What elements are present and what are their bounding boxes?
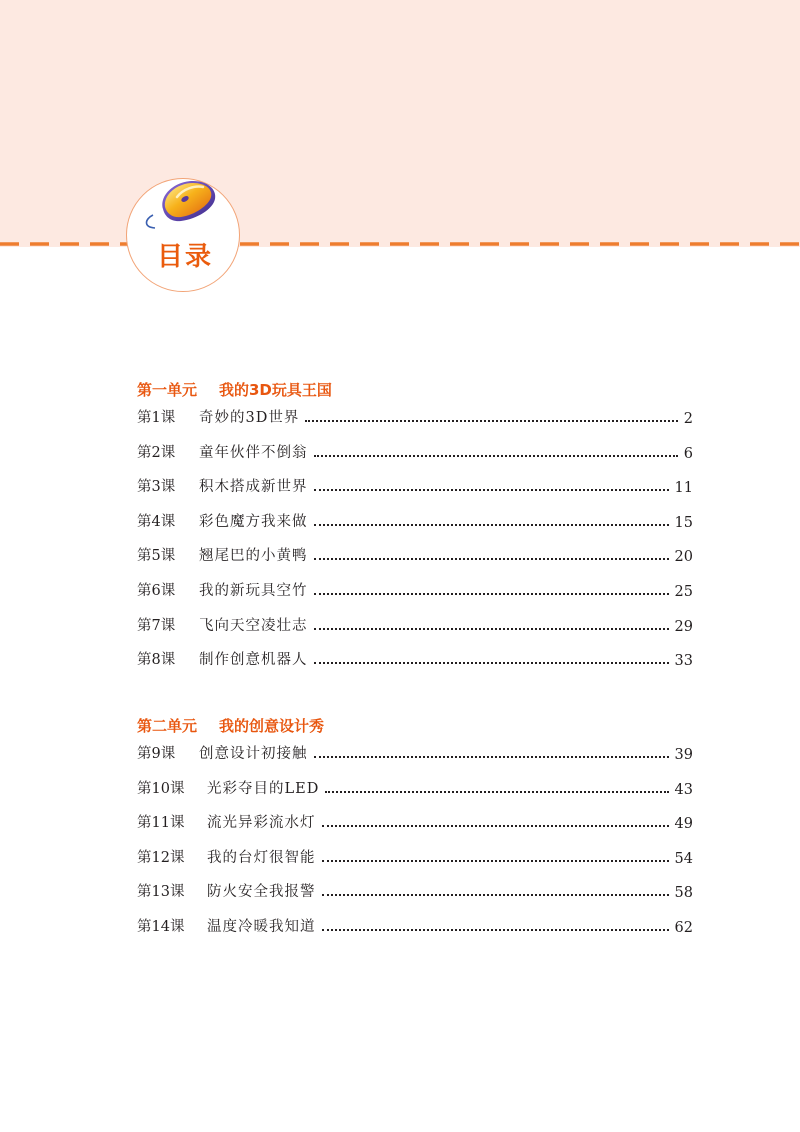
toc-entry[interactable] bbox=[137, 843, 693, 867]
lesson-number: 第1课 bbox=[137, 410, 176, 426]
dot-leader bbox=[314, 756, 669, 758]
page-number: 62 bbox=[674, 920, 693, 936]
dashed-divider bbox=[0, 238, 800, 250]
lesson-title: 飞向天空凌壮志 bbox=[199, 617, 308, 634]
page-number: 6 bbox=[683, 445, 693, 462]
page-number: 43 bbox=[674, 781, 693, 798]
page-number: 33 bbox=[674, 653, 693, 670]
toc-entry[interactable] bbox=[137, 739, 693, 763]
page-number: 11 bbox=[674, 480, 693, 497]
toc-entry[interactable] bbox=[137, 645, 693, 669]
toc-entry[interactable] bbox=[137, 576, 693, 600]
lesson-title: 温度冷暖我知道 bbox=[207, 919, 316, 935]
lesson-title: 奇妙的3D世界 bbox=[199, 410, 300, 426]
lesson-number: 第14课 bbox=[137, 919, 185, 935]
lesson-title: 我的台灯很智能 bbox=[207, 849, 316, 866]
lesson-number: 第3课 bbox=[137, 479, 176, 496]
unit-number: 第二单元 bbox=[137, 717, 198, 735]
dot-leader bbox=[322, 894, 669, 896]
toc-entry[interactable] bbox=[137, 774, 693, 798]
unit-number: 第一单元 bbox=[137, 381, 198, 399]
page-number: 58 bbox=[674, 885, 693, 902]
lesson-number: 第13课 bbox=[137, 884, 185, 901]
lesson-number: 第5课 bbox=[137, 548, 176, 565]
page-title: 目录 bbox=[157, 242, 214, 272]
dot-leader bbox=[314, 628, 669, 630]
lesson-number: 第10课 bbox=[137, 780, 185, 797]
page-number: 29 bbox=[674, 618, 693, 635]
lesson-title: 流光异彩流水灯 bbox=[207, 815, 316, 832]
dot-leader bbox=[314, 524, 669, 526]
dot-leader bbox=[322, 929, 669, 931]
toc-entry[interactable] bbox=[137, 438, 693, 462]
lesson-number: 第12课 bbox=[137, 849, 185, 866]
dot-leader bbox=[325, 791, 668, 793]
lesson-title: 创意设计初接触 bbox=[199, 746, 308, 762]
lesson-number: 第9课 bbox=[137, 746, 176, 762]
dot-leader bbox=[314, 455, 678, 457]
lesson-number: 第7课 bbox=[137, 617, 176, 634]
unit-title: 我的创意设计秀 bbox=[219, 717, 325, 735]
lesson-number: 第8课 bbox=[137, 652, 176, 669]
dot-leader bbox=[314, 593, 669, 595]
page-number: 20 bbox=[674, 549, 693, 566]
page-number: 49 bbox=[674, 816, 693, 833]
dot-leader bbox=[314, 489, 669, 491]
lesson-title: 防火安全我报警 bbox=[207, 884, 316, 901]
page-number: 25 bbox=[674, 584, 693, 600]
lesson-title: 光彩夺目的LED bbox=[207, 780, 320, 797]
dot-leader bbox=[322, 825, 669, 827]
lesson-title: 积木搭成新世界 bbox=[199, 479, 308, 496]
toc-entry[interactable] bbox=[137, 507, 693, 531]
unit-title: 我的3D玩具王国 bbox=[219, 381, 332, 399]
lesson-number: 第6课 bbox=[137, 583, 176, 599]
dot-leader bbox=[314, 662, 669, 664]
lesson-number: 第2课 bbox=[137, 444, 176, 461]
toc-entry[interactable] bbox=[137, 912, 693, 936]
toc-entry[interactable] bbox=[137, 403, 693, 427]
lesson-number: 第11课 bbox=[137, 815, 185, 832]
dot-leader bbox=[314, 558, 669, 560]
dot-leader bbox=[322, 860, 669, 862]
unit-heading bbox=[137, 379, 332, 400]
lesson-title: 制作创意机器人 bbox=[199, 652, 308, 669]
lesson-title: 我的新玩具空竹 bbox=[199, 583, 308, 599]
page-number: 2 bbox=[683, 411, 693, 427]
toc-entry[interactable] bbox=[137, 877, 693, 901]
toc-entry[interactable] bbox=[137, 611, 693, 635]
lesson-title: 翘尾巴的小黄鸭 bbox=[199, 548, 308, 565]
page-number: 54 bbox=[674, 850, 693, 867]
header-band bbox=[0, 0, 800, 247]
page-number: 39 bbox=[674, 747, 693, 763]
toc-entry[interactable] bbox=[137, 541, 693, 565]
lesson-title: 彩色魔方我来做 bbox=[199, 513, 308, 530]
computer-mouse-icon bbox=[141, 175, 221, 229]
page-number: 15 bbox=[674, 514, 693, 531]
dot-leader bbox=[305, 420, 677, 422]
lesson-title: 童年伙伴不倒翁 bbox=[199, 444, 308, 461]
unit-heading bbox=[137, 715, 324, 736]
toc-entry[interactable] bbox=[137, 808, 693, 832]
toc-entry[interactable] bbox=[137, 472, 693, 496]
lesson-number: 第4课 bbox=[137, 513, 176, 530]
